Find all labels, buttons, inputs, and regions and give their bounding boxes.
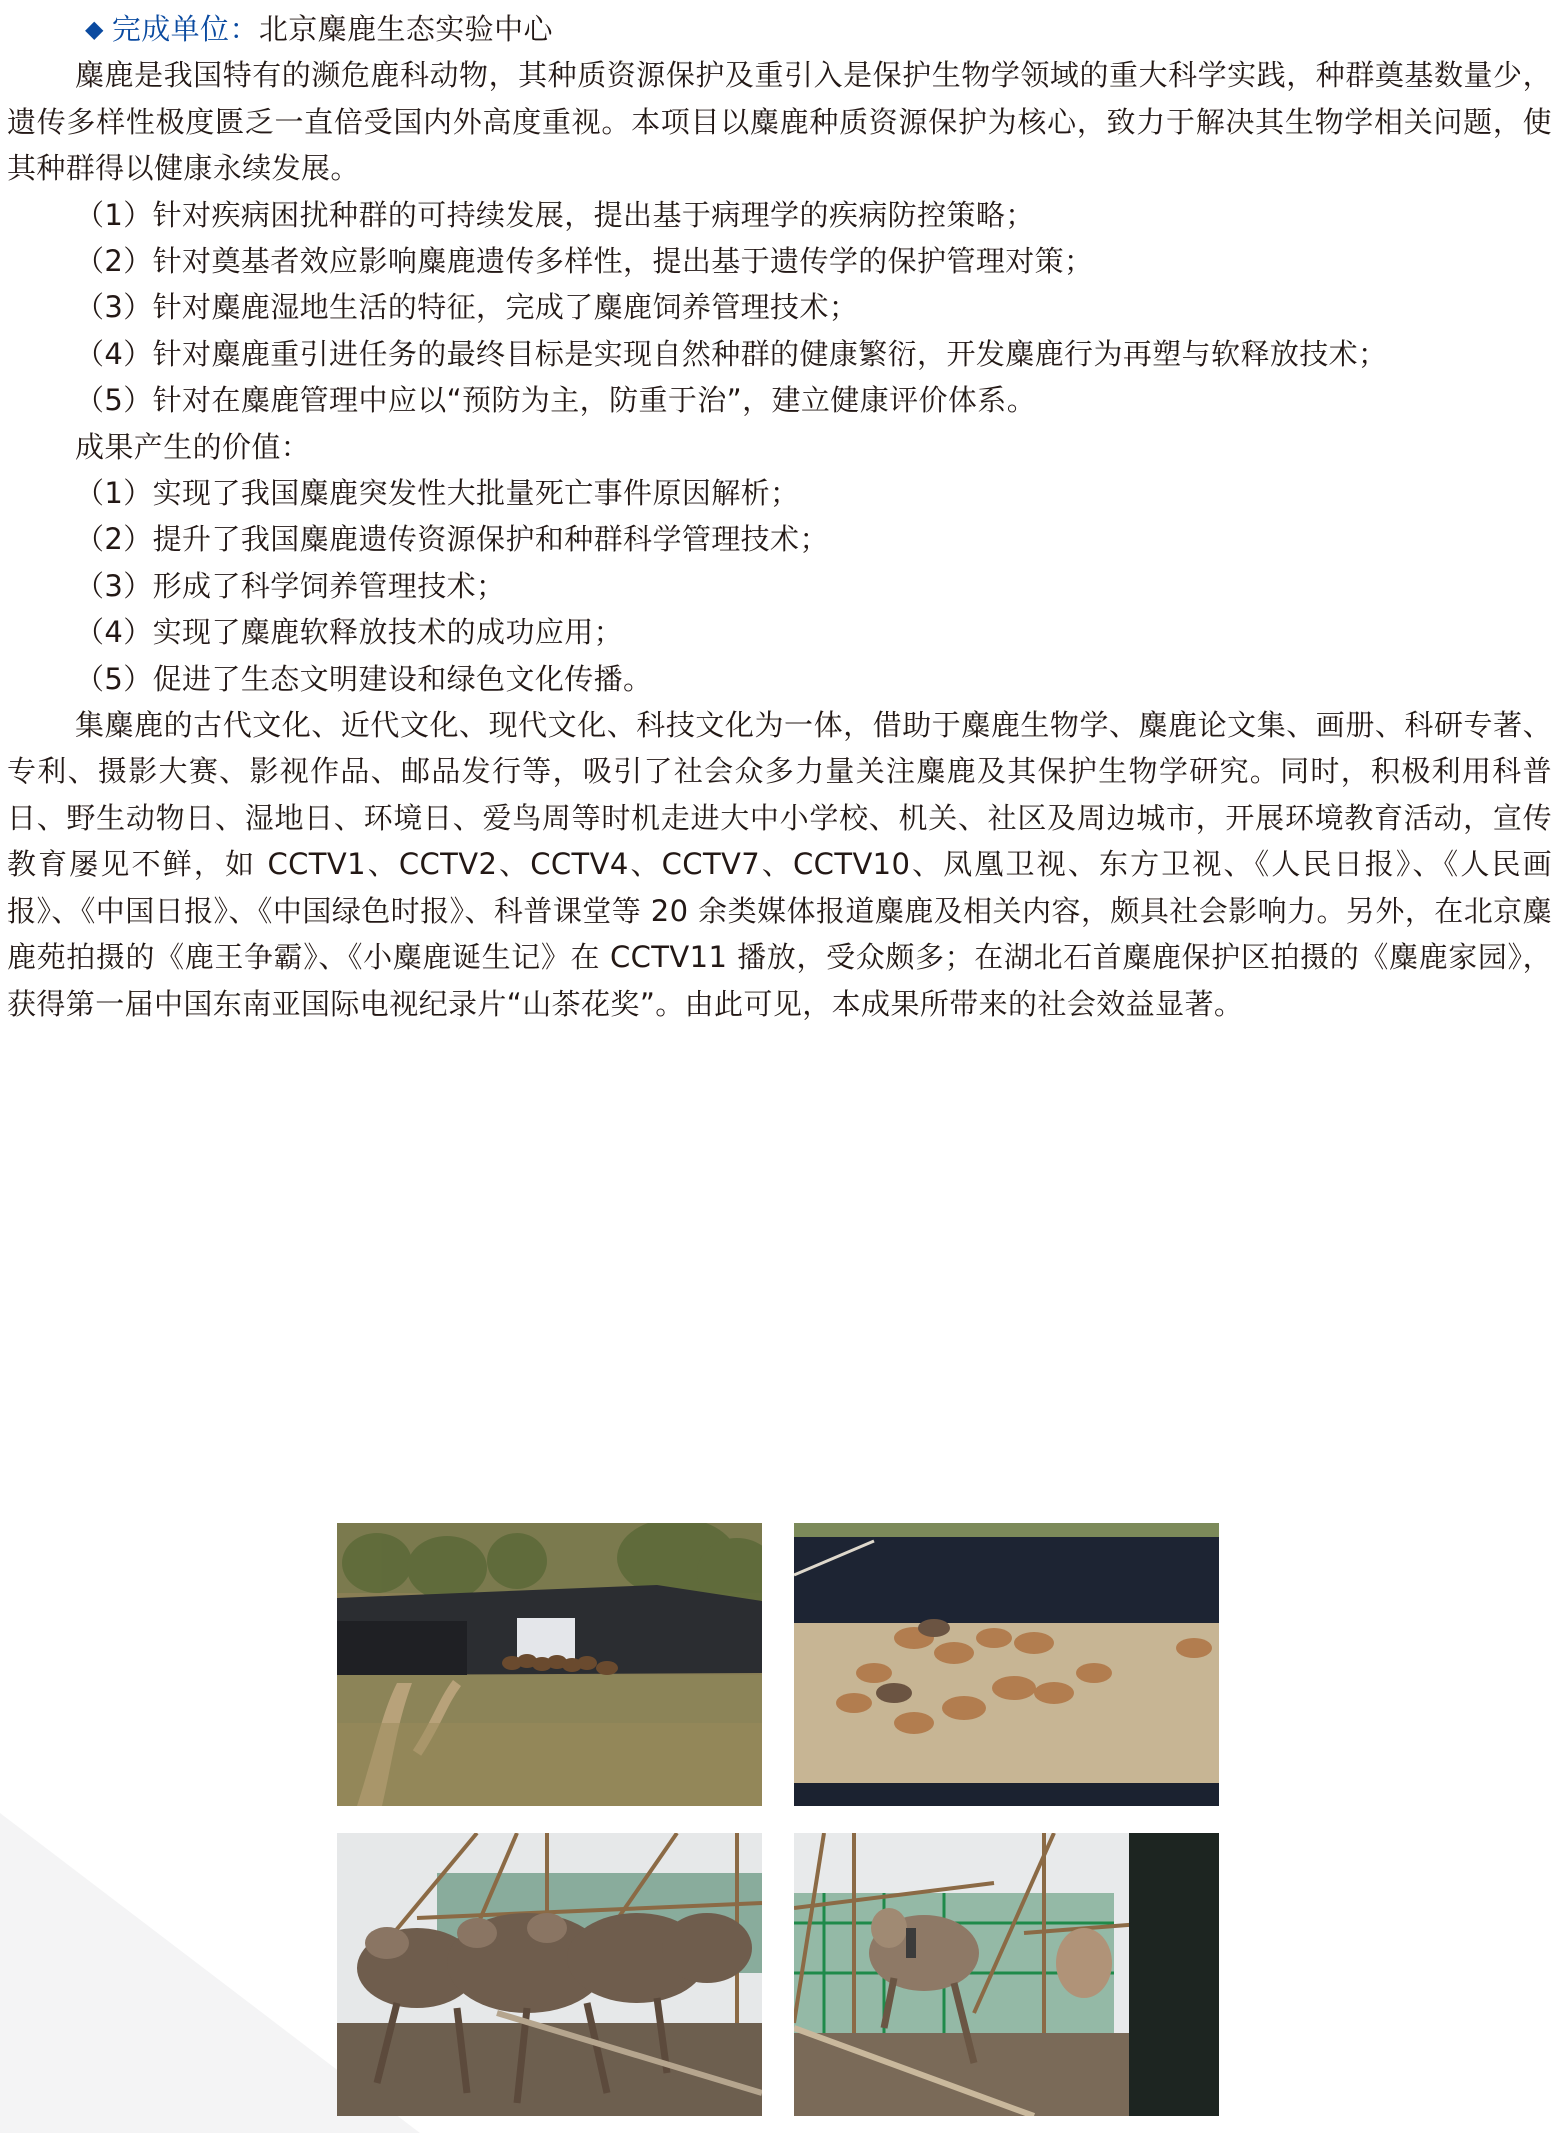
value-item-5: （5）促进了生态文明建设和绿色文化传播。	[75, 661, 653, 696]
measure-item-3: （3）针对麋鹿湿地生活的特征，完成了麋鹿饲养管理技术；	[75, 290, 859, 325]
value-item-4: （4）实现了麋鹿软释放技术的成功应用；	[75, 615, 624, 650]
intro-paragraph: 麋鹿是我国特有的濒危鹿科动物，其种质资源保护及重引入是保护生物学领域的重大科学实践，种群奠基数量少，遗传多样性极度匮乏一直倍受国内外高度重视。本项目以麋鹿种质资源保护为核心，致力于解决其生物学相关问题，使其种群得以健康永续发展。	[7, 58, 1552, 186]
heading-value: 北京麋鹿生态实验中心	[258, 12, 553, 46]
photo-grid	[337, 1523, 1218, 2116]
deer-herd-enclosure-image-icon	[794, 1523, 1219, 1806]
deer-release-jumping-image-icon	[794, 1833, 1219, 2116]
photo-herd-in-enclosure	[794, 1523, 1219, 1806]
value-item-3: （3）形成了科学饲养管理技术；	[75, 568, 506, 603]
body-text	[7, 6, 1552, 1027]
value-heading: 成果产生的价值：	[75, 429, 311, 464]
diamond-bullet-icon: ◆	[85, 15, 104, 43]
value-item-1: （1）实现了我国麋鹿突发性大批量死亡事件原因解析；	[75, 476, 800, 511]
value-item-2: （2）提升了我国麋鹿遗传资源保护和种群科学管理技术；	[75, 522, 829, 557]
measure-item-4: （4）针对麋鹿重引进任务的最终目标是实现自然种群的健康繁衍，开发麋鹿行为再塑与软释放技术；	[75, 336, 1388, 371]
heading-label: 完成单位：	[111, 12, 259, 46]
measure-item-5: （5）针对在麋鹿管理中应以“预防为主，防重于治”，建立健康评价体系。	[75, 383, 1037, 418]
closing-paragraph: 集麋鹿的古代文化、近代文化、现代文化、科技文化为一体，借助于麋鹿生物学、麋鹿论文集、画册、科研专著、专利、摄影大赛、影视作品、邮品发行等，吸引了社会众多力量关注麋鹿及其保护生物学研究。同时，积极利用科普日、野生动物日、湿地日、环境日、爱鸟周等时机走进大中小学校、机关、社区及周边城市，开展环境教育活动，宣传教育屡见不鲜，如 CCTV1、CCTV2、CCTV4、CCTV7、CCTV10、凤凰卫视、东方卫视、《人民日报》、《人民画报》、《中国日报》、《中国绿色时报》、科普课堂等 20 余类媒体报道麋鹿及相关内容，颇具社会影响力。另外，在北京麋鹿苑拍摄的《鹿王争霸》、《小麋鹿诞生记》在 CCTV11 播放，受众颇多；在湖北石首麋鹿保护区拍摄的《麋鹿家园》，获得第一届中国东南亚国际电视纪录片“山茶花奖”。由此可见，本成果所带来的社会效益显著。	[7, 708, 1552, 1021]
deer-release-running-image-icon	[337, 1833, 762, 2116]
completion-unit-heading	[7, 6, 1552, 52]
measure-item-1: （1）针对疾病困扰种群的可持续发展，提出基于病理学的疾病防控策略；	[75, 197, 1035, 232]
photo-deer-jumping-from-gate	[794, 1833, 1219, 2116]
photo-deer-running-from-gate	[337, 1833, 762, 2116]
photo-herd-leaving-enclosure	[337, 1523, 762, 1806]
deer-herd-grassland-image-icon	[337, 1523, 762, 1806]
measure-item-2: （2）针对奠基者效应影响麋鹿遗传多样性，提出基于遗传学的保护管理对策；	[75, 244, 1094, 279]
